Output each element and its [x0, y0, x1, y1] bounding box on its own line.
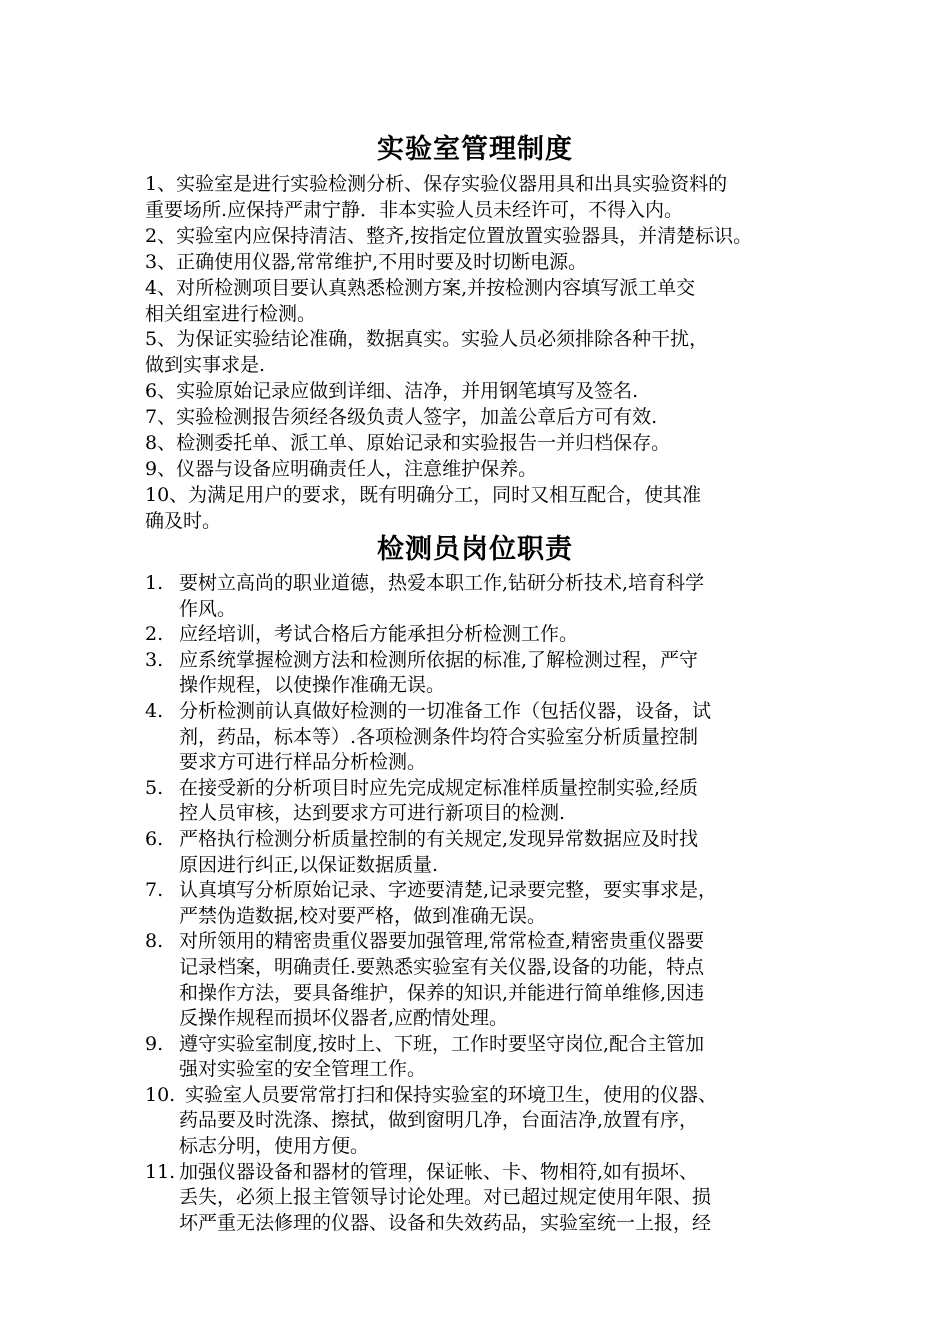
rule-paragraph: 3、正确使用仪器,常常维护,不用时要及时切断电源。 [145, 250, 588, 273]
item-number: 9. [145, 1032, 164, 1055]
lab-rules-list [145, 172, 865, 535]
item-number: 10. [145, 1083, 176, 1106]
item-number: 2. [145, 623, 164, 646]
item-number: 1. [145, 572, 164, 594]
inspector-duties-list [145, 571, 860, 1236]
item-number: 6. [145, 827, 164, 850]
item-number: 5. [145, 776, 164, 799]
rule-paragraph: 2、实验室内应保持清洁、整齐,按指定位置放置实验器具，并清楚标识。 [145, 224, 753, 247]
item-text: 实验室人员要常常打扫和保持实验室的环境卫生，使用的仪器、 药品要及时洗涤、擦拭，做到窗明几净，台面洁净,放置有序， 标志分明，使用方便。 [179, 1083, 718, 1158]
item-number: 11. [145, 1160, 176, 1183]
list-item [145, 878, 860, 929]
item-text: 遵守实验室制度,按时上、下班，工作时要坚守岗位,配合主管加 强对实验室的安全管理工作。 [179, 1032, 705, 1081]
item-number: 3. [145, 648, 164, 671]
list-item [145, 1083, 860, 1160]
rule-paragraph: 9、仪器与设备应明确责任人，注意维护保养。 [145, 457, 538, 480]
section-title-lab-rules: 实验室管理制度 [377, 134, 573, 165]
item-number: 4. [145, 699, 164, 722]
list-item [145, 699, 860, 776]
list-item [145, 929, 860, 1031]
list-item [145, 1160, 860, 1237]
rule-paragraph: 4、对所检测项目要认真熟悉检测方案,并按检测内容填写派工单交 相关组室进行检测。 [145, 276, 696, 325]
rule-paragraph: 7、实验检测报告须经各级负责人签字，加盖公章后方可有效. [145, 406, 658, 429]
section-title-inspector-duties: 检测员岗位职责 [377, 534, 573, 565]
item-text: 应经培训，考试合格后方能承担分析检测工作。 [179, 623, 579, 646]
rule-paragraph: 1、实验室是进行实验检测分析、保存实验仪器用具和出具实验资料的 重要场所.应保持严肃宁静．非本实验人员未经许可，不得入内。 [145, 173, 728, 221]
list-item [145, 648, 860, 699]
item-text: 严格执行检测分析质量控制的有关规定,发现异常数据应及时找 原因进行纠正,以保证数据质量. [179, 827, 699, 876]
item-text: 要树立高尚的职业道德，热爱本职工作,钻研分析技术,培育科学 作风。 [179, 572, 705, 620]
item-number: 8. [145, 930, 164, 953]
item-text: 在接受新的分析项目时应先完成规定标准样质量控制实验,经质 控人员审核，达到要求方可进行新项目的检测. [179, 776, 699, 825]
rule-paragraph: 10、为满足用户的要求，既有明确分工，同时又相互配合，使其准 确及时。 [145, 483, 702, 532]
list-item [145, 571, 860, 622]
item-text: 应系统掌握检测方法和检测所依据的标准,了解检测过程，严守 操作规程，以使操作准确无误。 [179, 648, 699, 697]
item-number: 7. [145, 879, 164, 902]
item-text: 分析检测前认真做好检测的一切准备工作（包括仪器，设备，试 剂，药品，标本等）.各项检测条件均符合实验室分析质量控制 要求方可进行样品分析检测。 [179, 699, 712, 774]
rule-paragraph: 5、为保证实验结论准确，数据真实。实验人员必须排除各种干扰， 做到实事求是. [145, 328, 709, 377]
rule-paragraph: 6、实验原始记录应做到详细、洁净，并用钢笔填写及签名. [145, 380, 639, 403]
item-text: 对所领用的精密贵重仪器要加强管理,常常检查,精密贵重仪器要 记录档案，明确责任.要熟悉实验室有关仪器,设备的功能，特点 和操作方法，要具备维护，保养的知识,并能进行简单维修,因违 反操作规程而损坏仪器者,应酌情处理。 [179, 930, 705, 1030]
rule-paragraph: 8、检测委托单、派工单、原始记录和实验报告一并归档保存。 [145, 432, 671, 455]
list-item [145, 1032, 860, 1083]
item-text: 加强仪器设备和器材的管理，保证帐、卡、物相符,如有损坏、 丢失，必须上报主管领导讨论处理。对已超过规定使用年限、损 坏严重无法修理的仪器、设备和失效药品，实验室统一上报，经 [179, 1160, 712, 1234]
list-item [145, 776, 860, 827]
list-item [145, 827, 860, 878]
item-text: 认真填写分析原始记录、字迹要清楚,记录要完整，要实事求是， 严禁伪造数据,校对要严格，做到准确无误。 [179, 879, 718, 927]
list-item [145, 622, 860, 648]
